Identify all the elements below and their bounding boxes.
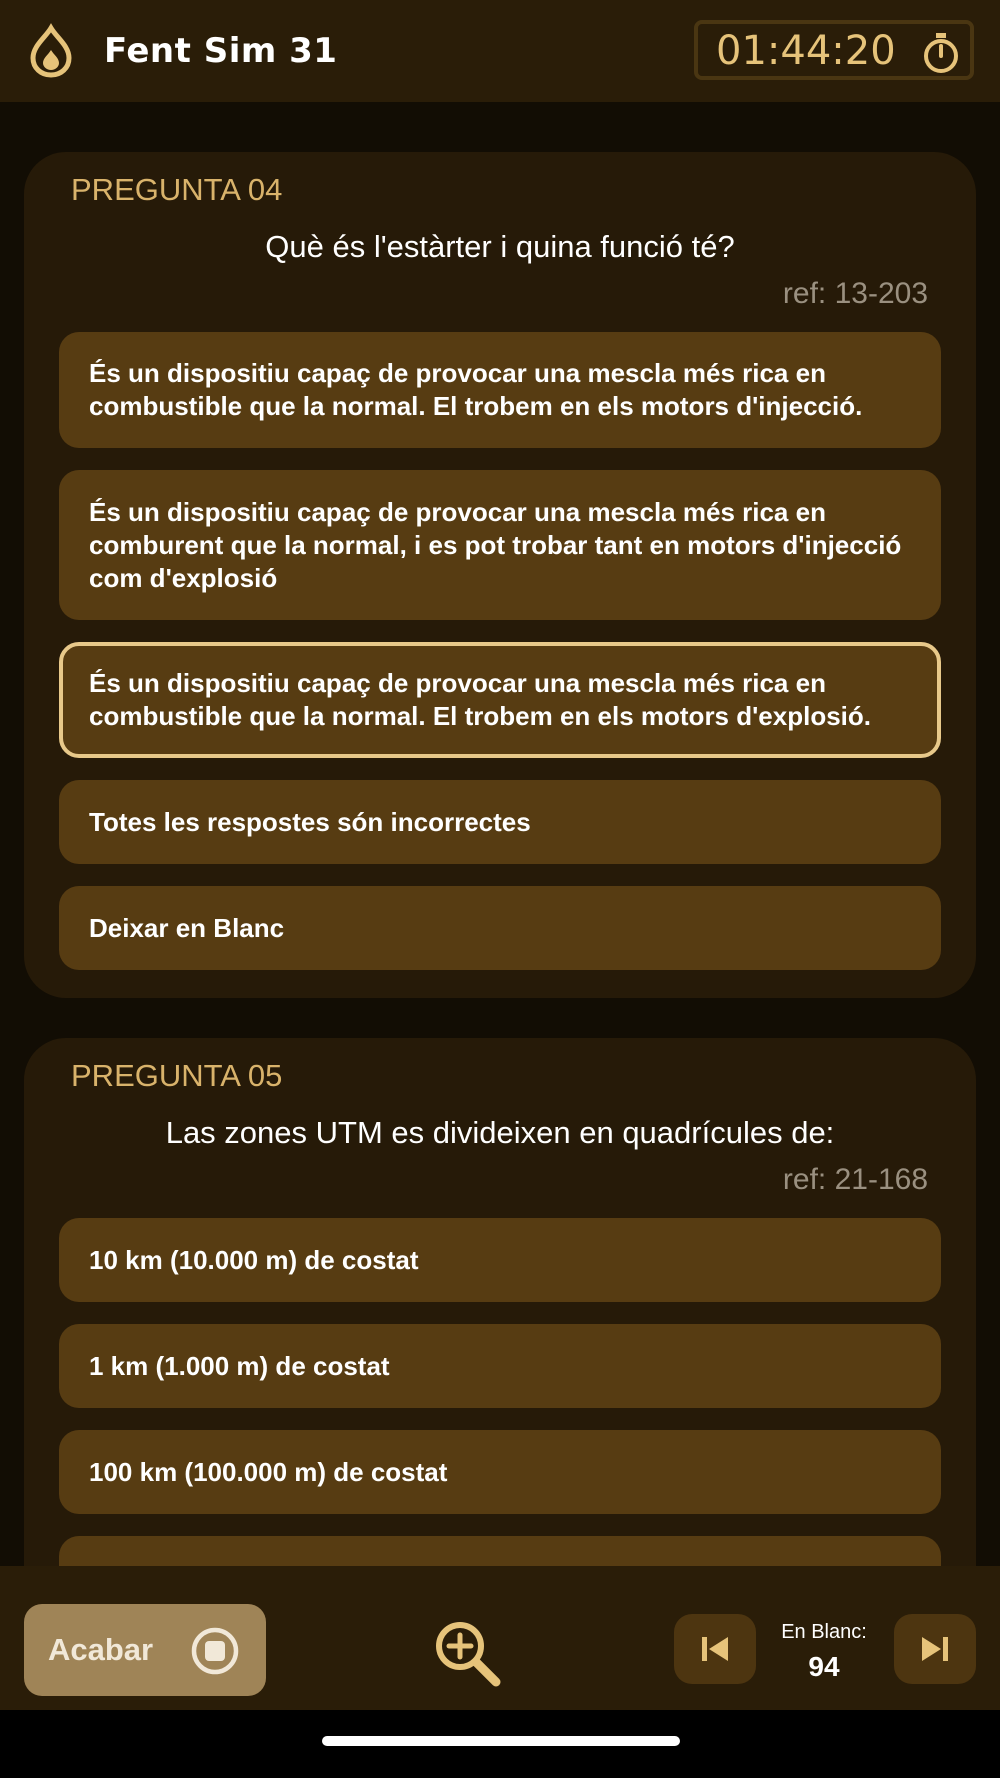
finish-button[interactable]	[24, 1604, 266, 1696]
page-title: Fent Sim 31	[104, 31, 338, 71]
question-number: PREGUNTA 04	[71, 172, 283, 207]
question-text: Las zones UTM es divideixen en quadrícules de:	[165, 1115, 835, 1150]
answer-option-blank[interactable]: Deixar en Blanc	[59, 886, 941, 970]
zoom-in-icon[interactable]	[432, 1618, 504, 1690]
bottom-bar	[0, 1566, 1000, 1710]
next-blank-button[interactable]	[894, 1614, 976, 1684]
timer	[694, 20, 974, 80]
stop-circle-icon	[190, 1626, 240, 1676]
answer-option-d[interactable]: Totes les respostes són incorrectes	[59, 780, 941, 864]
home-indicator[interactable]	[322, 1736, 680, 1746]
answer-option-b[interactable]: És un dispositiu capaç de provocar una mescla més rica en comburent que la normal, i es pot trobar tant en motors d'injecció com d'explosió	[59, 470, 941, 620]
finish-button-label: Acabar	[48, 1632, 154, 1667]
top-bar	[0, 0, 1000, 102]
question-text: Què és l'estàrter i quina funció té?	[265, 229, 735, 264]
timer-value: 01:44:20	[716, 28, 896, 74]
skip-previous-icon	[698, 1632, 732, 1666]
answer-option-a[interactable]: És un dispositiu capaç de provocar una mescla més rica en combustible que la normal. El trobem en els motors d'injecció.	[59, 332, 941, 448]
question-ref: ref: 13-203	[782, 277, 928, 310]
question-ref: ref: 21-168	[782, 1163, 928, 1196]
previous-blank-button[interactable]	[674, 1614, 756, 1684]
question-card-05	[24, 1038, 976, 1658]
answer-option-c-selected[interactable]: És un dispositiu capaç de provocar una mescla més rica en combustible que la normal. El trobem en els motors d'explosió.	[59, 642, 941, 758]
skip-next-icon	[918, 1632, 952, 1666]
blank-counter-value: 94	[808, 1651, 840, 1682]
blank-counter-label: En Blanc:	[781, 1621, 867, 1643]
home-indicator-area	[0, 1710, 1000, 1778]
flame-icon	[24, 24, 78, 78]
question-number: PREGUNTA 05	[71, 1058, 283, 1093]
question-card-04	[24, 152, 976, 998]
answer-option-b[interactable]: 1 km (1.000 m) de costat	[59, 1324, 941, 1408]
stopwatch-icon	[920, 32, 962, 74]
answer-option-a[interactable]: 10 km (10.000 m) de costat	[59, 1218, 941, 1302]
question-list[interactable]	[0, 102, 1000, 1566]
answer-option-c[interactable]: 100 km (100.000 m) de costat	[59, 1430, 941, 1514]
